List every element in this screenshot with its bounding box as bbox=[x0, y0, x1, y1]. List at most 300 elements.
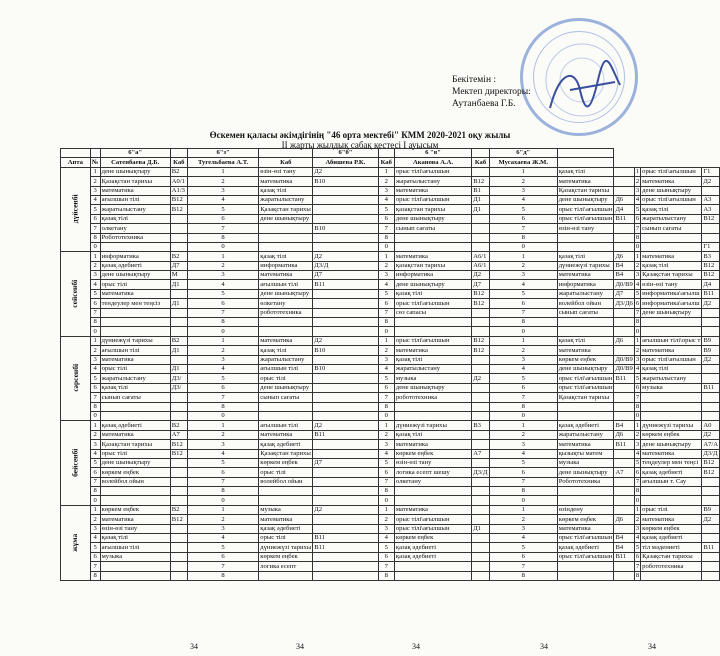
lesson-cell: Қазақстан тарихы bbox=[100, 440, 170, 449]
lesson-cell: математика bbox=[557, 346, 614, 355]
lesson-cell bbox=[100, 562, 170, 571]
lesson-number: 2 bbox=[378, 515, 394, 524]
lesson-number: 1 bbox=[187, 505, 258, 514]
lesson-cell: дүниежүзі тарихы bbox=[260, 543, 312, 551]
lesson-cell: дене шынықтыру bbox=[557, 195, 614, 204]
lesson-cell: ағылшын тілі bbox=[100, 543, 170, 552]
lesson-number: 4 bbox=[635, 196, 640, 204]
header-cell bbox=[170, 149, 187, 158]
lesson-number: 4 bbox=[635, 534, 640, 542]
room-cell: В12 bbox=[472, 346, 490, 355]
lesson-cell: математика bbox=[394, 505, 471, 514]
lesson-number: 0 bbox=[489, 411, 557, 420]
lesson-cell: ағылшын тілі\орыс т bbox=[642, 337, 701, 345]
lesson-cell: математика bbox=[557, 271, 614, 280]
lesson-cell bbox=[100, 318, 170, 327]
lesson-number: 7 bbox=[635, 562, 640, 570]
lesson-cell: қазақ тілі bbox=[557, 252, 614, 261]
room-cell bbox=[472, 318, 490, 327]
table-row bbox=[61, 364, 720, 373]
room-cell bbox=[313, 524, 378, 533]
lesson-number: 7 bbox=[378, 224, 394, 233]
lesson-cell: математика bbox=[557, 524, 614, 533]
room-cell: Д7 bbox=[472, 280, 490, 289]
lesson-cell: дене шынықтыру bbox=[100, 458, 170, 467]
room-cell bbox=[170, 327, 187, 336]
lesson-number: 3 bbox=[187, 440, 258, 449]
lesson-number: 2 bbox=[378, 177, 394, 186]
lesson-number: 8 bbox=[635, 233, 640, 241]
room-cell: Д2 bbox=[702, 515, 720, 524]
weekly-hours-total: 34 bbox=[412, 642, 420, 651]
room-cell bbox=[313, 233, 378, 242]
lesson-cell: сынып сағаты bbox=[394, 224, 471, 233]
lesson-number: 5 bbox=[489, 374, 557, 383]
lesson-cell: өзін-өзі тану bbox=[641, 280, 702, 289]
room-cell: В3 bbox=[472, 421, 490, 430]
header-row bbox=[61, 158, 720, 167]
room-cell bbox=[472, 487, 490, 496]
room-cell bbox=[472, 411, 490, 420]
lesson-cell: сөз сапасы bbox=[394, 308, 471, 317]
room-cell bbox=[472, 543, 490, 552]
lesson-number: 1 bbox=[187, 421, 258, 430]
table-row bbox=[61, 430, 720, 439]
lesson-number: 1 bbox=[635, 252, 640, 260]
lesson-number: 6 bbox=[489, 299, 557, 308]
room-cell bbox=[472, 393, 490, 402]
lesson-cell bbox=[641, 496, 702, 505]
table-row bbox=[61, 562, 720, 571]
lesson-number: 1 bbox=[90, 421, 100, 430]
lesson-number: 1 bbox=[187, 252, 258, 261]
lesson-cell: музыка bbox=[100, 552, 170, 561]
lesson-number: 1 bbox=[635, 168, 640, 176]
lesson-cell: дене шынықтыру bbox=[259, 214, 313, 223]
room-cell: В2 bbox=[170, 421, 187, 430]
room-cell: В11 bbox=[702, 383, 720, 392]
lesson-cell: дүниежүзі тарихы bbox=[641, 421, 702, 430]
lesson-cell: ағылшын тілі bbox=[259, 280, 313, 289]
lesson-number: 4 bbox=[378, 280, 394, 289]
lesson-number: 7 bbox=[489, 224, 557, 233]
lesson-cell: қазақстан тарихы bbox=[394, 261, 471, 270]
lesson-number: 6 bbox=[187, 383, 258, 392]
lesson-cell: жаратылыстану bbox=[100, 374, 170, 383]
lesson-number: 3 bbox=[489, 355, 557, 364]
lesson-cell: көркем еңбек bbox=[259, 552, 313, 561]
lesson-cell bbox=[557, 496, 614, 505]
lesson-number: 8 bbox=[635, 318, 640, 326]
lesson-number: 8 bbox=[90, 402, 100, 411]
room-cell bbox=[313, 308, 378, 317]
lesson-cell: қазақ тілі bbox=[641, 261, 702, 270]
lesson-cell bbox=[394, 242, 471, 251]
room-cell bbox=[472, 477, 490, 486]
room-cell bbox=[614, 346, 634, 355]
room-cell bbox=[313, 449, 378, 458]
room-cell bbox=[170, 233, 187, 242]
lesson-cell: математика bbox=[259, 430, 313, 439]
lesson-cell: дене шынықтыру bbox=[259, 289, 313, 298]
lesson-cell bbox=[259, 327, 313, 336]
room-cell bbox=[170, 355, 187, 364]
lesson-cell bbox=[394, 318, 471, 327]
lesson-cell: қазақ әдебиеті bbox=[100, 261, 170, 270]
lesson-cell: орыс тілі\ағылшын bbox=[558, 374, 613, 382]
room-cell: Д3/Д bbox=[313, 261, 378, 270]
lesson-number: 5 bbox=[378, 289, 394, 298]
lesson-cell bbox=[641, 233, 702, 242]
day-label bbox=[61, 336, 91, 421]
lesson-number: 5 bbox=[187, 458, 258, 467]
room-cell bbox=[313, 318, 378, 327]
room-cell bbox=[170, 458, 187, 467]
room-cell: Д6 bbox=[614, 195, 634, 204]
lesson-number: 0 bbox=[90, 496, 100, 505]
table-row bbox=[61, 468, 720, 477]
lesson-cell bbox=[259, 318, 313, 327]
lesson-number: 1 bbox=[378, 505, 394, 514]
schedule-table bbox=[60, 148, 720, 581]
lesson-number: 8 bbox=[378, 318, 394, 327]
lesson-cell: музыка bbox=[641, 383, 702, 392]
room-cell: В9 bbox=[702, 346, 720, 355]
lesson-number: 3 bbox=[489, 186, 557, 195]
room-cell: В10 bbox=[313, 224, 378, 233]
room-cell: А7 bbox=[614, 468, 634, 477]
room-cell bbox=[614, 411, 634, 420]
lesson-cell: дене шынықтыру bbox=[557, 364, 614, 373]
lesson-number: 7 bbox=[90, 562, 100, 571]
room-cell: В11 bbox=[313, 280, 378, 289]
table-row bbox=[61, 205, 720, 214]
lesson-cell: өзіндену bbox=[557, 505, 614, 514]
room-cell: Д3/ bbox=[170, 383, 187, 392]
room-cell bbox=[614, 449, 634, 458]
lesson-cell: қазақ тілі bbox=[394, 289, 471, 298]
lesson-number: 8 bbox=[635, 571, 640, 579]
room-cell: В4 bbox=[614, 261, 634, 270]
lesson-cell: музыка bbox=[259, 505, 313, 514]
lesson-cell: Қазақстан тарихы bbox=[557, 393, 614, 402]
room-cell bbox=[170, 487, 187, 496]
lesson-cell: дене шынықтыру bbox=[100, 271, 170, 280]
lesson-number: 7 bbox=[489, 308, 557, 317]
lesson-cell: дүниежүзі тарихы bbox=[557, 261, 614, 270]
room-cell: Д2 bbox=[313, 336, 378, 345]
lesson-cell: көркем еңбек bbox=[557, 355, 614, 364]
lesson-cell: жаратылыстану bbox=[641, 214, 702, 223]
room-cell bbox=[702, 524, 720, 533]
lesson-cell: музыка bbox=[394, 374, 471, 383]
lesson-number: 4 bbox=[489, 280, 557, 289]
room-cell bbox=[313, 552, 378, 561]
lesson-number: 6 bbox=[489, 552, 557, 561]
lesson-number: 4 bbox=[90, 534, 100, 543]
lesson-number: 8 bbox=[635, 402, 640, 410]
lesson-cell bbox=[641, 242, 702, 251]
room-cell bbox=[472, 458, 490, 467]
room-cell: Д1 bbox=[170, 299, 187, 308]
lesson-cell: информатика\ағылш bbox=[641, 299, 702, 308]
lesson-number: 2 bbox=[90, 346, 100, 355]
day-name: жұма bbox=[70, 533, 80, 552]
lesson-number: 5 bbox=[378, 458, 394, 467]
room-cell bbox=[170, 224, 187, 233]
room-cell bbox=[313, 214, 378, 223]
room-cell bbox=[313, 186, 378, 195]
lesson-number: 7 bbox=[378, 562, 394, 571]
lesson-number: 6 bbox=[489, 383, 557, 392]
room-cell bbox=[614, 177, 634, 186]
lesson-cell: математика bbox=[259, 336, 313, 345]
lesson-cell bbox=[641, 402, 702, 411]
room-cell: Д2 bbox=[313, 167, 378, 176]
table-row bbox=[61, 496, 720, 505]
room-cell: Д1 bbox=[170, 364, 187, 373]
room-cell bbox=[614, 383, 634, 392]
lesson-cell: математика bbox=[641, 252, 702, 261]
lesson-cell: көркем еңбек bbox=[394, 534, 471, 543]
lesson-cell: орыс тілі\ағылшын bbox=[394, 167, 471, 176]
lesson-number: 2 bbox=[635, 177, 640, 185]
room-cell: В12 bbox=[472, 336, 490, 345]
room-cell: Д2 bbox=[472, 271, 490, 280]
room-cell bbox=[170, 411, 187, 420]
room-cell bbox=[472, 440, 490, 449]
lesson-cell: қазақ тілі bbox=[259, 252, 313, 261]
weekly-hours-total: 34 bbox=[540, 642, 548, 651]
lesson-number: 5 bbox=[90, 458, 100, 467]
lesson-number: 5 bbox=[90, 543, 100, 552]
lesson-cell bbox=[557, 411, 614, 420]
lesson-cell: математика bbox=[557, 440, 614, 449]
lesson-cell bbox=[394, 411, 471, 420]
lesson-cell: Қазақстан тарихы bbox=[641, 271, 702, 280]
lesson-number: 0 bbox=[635, 327, 640, 335]
lesson-number: 8 bbox=[90, 233, 100, 242]
lesson-number: 5 bbox=[489, 543, 557, 552]
lesson-cell: дүниежүзі тарихы bbox=[100, 336, 170, 345]
room-cell bbox=[313, 355, 378, 364]
lesson-cell: көркем еңбек bbox=[394, 449, 471, 458]
lesson-number: 0 bbox=[187, 242, 258, 251]
room-cell bbox=[313, 374, 378, 383]
header-cell: 6"з" bbox=[187, 149, 258, 158]
lesson-cell: орыс тілі bbox=[100, 449, 170, 458]
room-cell: В11 bbox=[614, 374, 634, 383]
lesson-number: 5 bbox=[187, 205, 258, 214]
table-row bbox=[61, 411, 720, 420]
room-cell: А7 bbox=[170, 430, 187, 439]
lesson-number: 7 bbox=[187, 308, 258, 317]
lesson-cell: қазақ әдебиеті bbox=[641, 534, 702, 543]
lesson-number: 0 bbox=[378, 242, 394, 251]
lesson-number: 2 bbox=[635, 262, 640, 270]
lesson-cell: математика bbox=[641, 515, 702, 524]
room-cell: В4 bbox=[614, 534, 634, 543]
room-cell: Д2 bbox=[472, 374, 490, 383]
lesson-number: 1 bbox=[187, 336, 258, 345]
table-row bbox=[61, 177, 720, 186]
lesson-cell: робототехника bbox=[394, 393, 471, 402]
lesson-cell: математика bbox=[100, 430, 170, 439]
lesson-number: 4 bbox=[187, 534, 258, 543]
day-name: сейсенбі bbox=[70, 279, 80, 308]
lesson-number: 4 bbox=[635, 365, 640, 373]
table-row bbox=[61, 186, 720, 195]
lesson-number: 4 bbox=[635, 449, 640, 457]
table-row bbox=[61, 308, 720, 317]
lesson-number: 5 bbox=[378, 205, 394, 214]
lesson-cell bbox=[557, 571, 614, 580]
lesson-number: 8 bbox=[378, 402, 394, 411]
header-cell: Абишева Р.К. bbox=[313, 158, 378, 167]
room-cell bbox=[702, 487, 720, 496]
lesson-cell: орыс тілі\ағылшын bbox=[394, 515, 471, 524]
room-cell: А7/А bbox=[703, 440, 718, 448]
header-cell: Каб bbox=[472, 158, 490, 167]
lesson-number: 1 bbox=[489, 167, 557, 176]
lesson-number: 6 bbox=[489, 214, 557, 223]
room-cell bbox=[313, 327, 378, 336]
lesson-cell: орыс тілі bbox=[100, 280, 170, 289]
lesson-cell bbox=[557, 242, 614, 251]
lesson-cell bbox=[394, 327, 471, 336]
lesson-cell: көркем еңбек bbox=[557, 515, 614, 524]
room-cell bbox=[614, 242, 634, 251]
lesson-cell: математика bbox=[100, 515, 170, 524]
lesson-number: 7 bbox=[489, 562, 557, 571]
lesson-cell: орыс тілі\ағылшын bbox=[394, 299, 471, 308]
lesson-number: 4 bbox=[187, 364, 258, 373]
room-cell: Д7 bbox=[313, 271, 378, 280]
lesson-cell: математика bbox=[259, 515, 313, 524]
room-cell bbox=[472, 505, 490, 514]
lesson-number: 2 bbox=[489, 430, 557, 439]
lesson-number: 5 bbox=[635, 205, 640, 213]
lesson-cell bbox=[557, 327, 614, 336]
lesson-number: 3 bbox=[187, 355, 258, 364]
lesson-cell: волейбол ойын bbox=[557, 299, 614, 308]
lesson-number: 5 bbox=[489, 458, 557, 467]
lesson-cell: дүниежүзі тарихы bbox=[394, 421, 471, 430]
lesson-cell: өзін-өзі тану bbox=[100, 524, 170, 533]
lesson-cell: сынып сағаты bbox=[259, 393, 313, 402]
room-cell bbox=[614, 458, 634, 467]
room-cell: Д2 bbox=[702, 177, 720, 186]
room-cell bbox=[702, 562, 720, 571]
room-cell: Д1 bbox=[472, 195, 490, 204]
lesson-cell: сынып сағаты bbox=[557, 308, 614, 317]
lesson-cell: сынып сағаты bbox=[641, 224, 702, 233]
lesson-number: 3 bbox=[489, 524, 557, 533]
lesson-number: 3 bbox=[378, 440, 394, 449]
lesson-cell: дене шынықтыру bbox=[641, 308, 702, 317]
lesson-cell bbox=[394, 562, 471, 571]
lesson-cell: Қазақстан тарихы bbox=[100, 177, 170, 186]
lesson-cell: логика есепт шешу bbox=[394, 468, 471, 477]
lesson-cell: орыс тілі bbox=[259, 374, 313, 383]
lesson-cell: информатика bbox=[259, 261, 313, 270]
lesson-number: 1 bbox=[90, 336, 100, 345]
lesson-number: 8 bbox=[489, 571, 557, 580]
header-cell bbox=[61, 149, 91, 158]
lesson-cell bbox=[557, 402, 614, 411]
lesson-number: 3 bbox=[90, 186, 100, 195]
room-cell bbox=[313, 562, 378, 571]
lesson-number: 1 bbox=[378, 252, 394, 261]
lesson-number: 8 bbox=[635, 487, 640, 495]
room-cell bbox=[313, 440, 378, 449]
lesson-number: 7 bbox=[378, 308, 394, 317]
lesson-number: 8 bbox=[378, 487, 394, 496]
lesson-cell: математика bbox=[641, 346, 702, 355]
lesson-number: 7 bbox=[90, 477, 100, 486]
table-row bbox=[61, 346, 720, 355]
lesson-number: 7 bbox=[635, 393, 640, 401]
lesson-number: 3 bbox=[378, 271, 394, 280]
lesson-number: 8 bbox=[378, 233, 394, 242]
lesson-number: 8 bbox=[90, 318, 100, 327]
room-cell: В9 bbox=[702, 505, 720, 514]
room-cell: В2 bbox=[170, 252, 187, 261]
lesson-number: 8 bbox=[187, 233, 258, 242]
header-cell bbox=[259, 149, 313, 158]
room-cell: Д6 bbox=[614, 252, 634, 261]
lesson-cell: тіл мәдениеті bbox=[641, 543, 702, 552]
room-cell bbox=[614, 505, 634, 514]
lesson-number: 1 bbox=[635, 337, 640, 345]
lesson-number: 6 bbox=[187, 552, 258, 561]
lesson-number: 4 bbox=[187, 195, 258, 204]
room-cell: В9 bbox=[702, 336, 720, 345]
lesson-cell: өлкетану bbox=[259, 299, 313, 308]
lesson-cell: Робототехника bbox=[557, 477, 614, 486]
lesson-cell bbox=[557, 318, 614, 327]
lesson-cell: сынып сағаты bbox=[100, 393, 170, 402]
table-row bbox=[61, 289, 720, 298]
header-row bbox=[61, 149, 720, 158]
room-cell bbox=[472, 167, 490, 176]
table-row bbox=[61, 402, 720, 411]
lesson-cell: орыс тілі bbox=[100, 364, 170, 373]
room-cell bbox=[472, 515, 490, 524]
header-cell: 6"д" bbox=[489, 149, 557, 158]
header-cell bbox=[557, 158, 614, 167]
lesson-number: 7 bbox=[90, 224, 100, 233]
table-row bbox=[61, 440, 720, 449]
room-cell bbox=[313, 468, 378, 477]
lesson-number: 3 bbox=[378, 524, 394, 533]
room-cell: Д2 bbox=[702, 299, 720, 308]
lesson-number: 6 bbox=[378, 299, 394, 308]
lesson-cell bbox=[259, 242, 313, 251]
table-row bbox=[61, 252, 720, 261]
lesson-cell: математика bbox=[394, 440, 471, 449]
lesson-number: 1 bbox=[90, 252, 100, 261]
lesson-number: 4 bbox=[90, 280, 100, 289]
room-cell bbox=[170, 318, 187, 327]
room-cell bbox=[614, 562, 634, 571]
lesson-cell: қазақ тілі bbox=[100, 214, 170, 223]
lesson-cell: жаратылыстану bbox=[557, 430, 614, 439]
lesson-cell: қазақ әдебиеті bbox=[259, 524, 313, 533]
day-label bbox=[61, 505, 91, 580]
header-cell: Сатенбаева Д.Б. bbox=[100, 158, 170, 167]
lesson-number: 0 bbox=[635, 496, 640, 504]
